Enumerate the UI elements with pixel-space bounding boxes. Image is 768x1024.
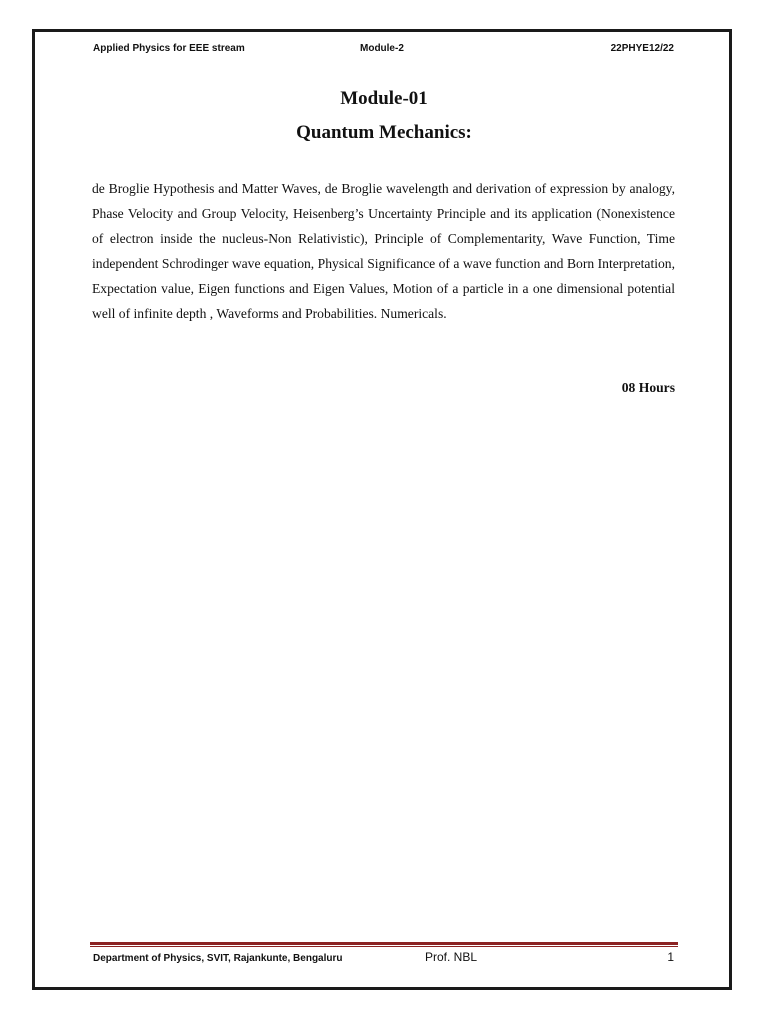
- header-course-code: 22PHYE12/22: [610, 43, 674, 54]
- header-module: Module-2: [360, 43, 404, 54]
- header-course-title: Applied Physics for EEE stream: [93, 43, 245, 54]
- footer-rule-thin: [90, 946, 678, 947]
- syllabus-paragraph: de Broglie Hypothesis and Matter Waves, de Broglie wavelength and derivation of expression by analogy, Phase Velocity and Group Velocity, Heisenberg’s Uncertainty Principle and its application (Nonexistence of electron inside the nucleus-Non Relativistic), Principle of Complementarity, Wave Function, Time independent Schrodinger wave equation, Physical Significance of a wave function and Born Interpretation, Expectation value, Eigen functions and Eigen Values, Motion of a particle in a one dimensional potential well of infinite depth , Waveforms and Probabilities. Numericals.: [92, 181, 675, 321]
- module-title: Module-01: [340, 88, 428, 109]
- footer-department: Department of Physics, SVIT, Rajankunte, Bengaluru: [93, 953, 343, 964]
- footer-rule: [90, 942, 678, 945]
- subject-title: Quantum Mechanics:: [296, 122, 472, 143]
- teaching-hours: 08 Hours: [621, 380, 675, 395]
- page-border: [32, 29, 732, 990]
- footer-author: Prof. NBL: [425, 950, 478, 964]
- page-number: 1: [667, 950, 674, 964]
